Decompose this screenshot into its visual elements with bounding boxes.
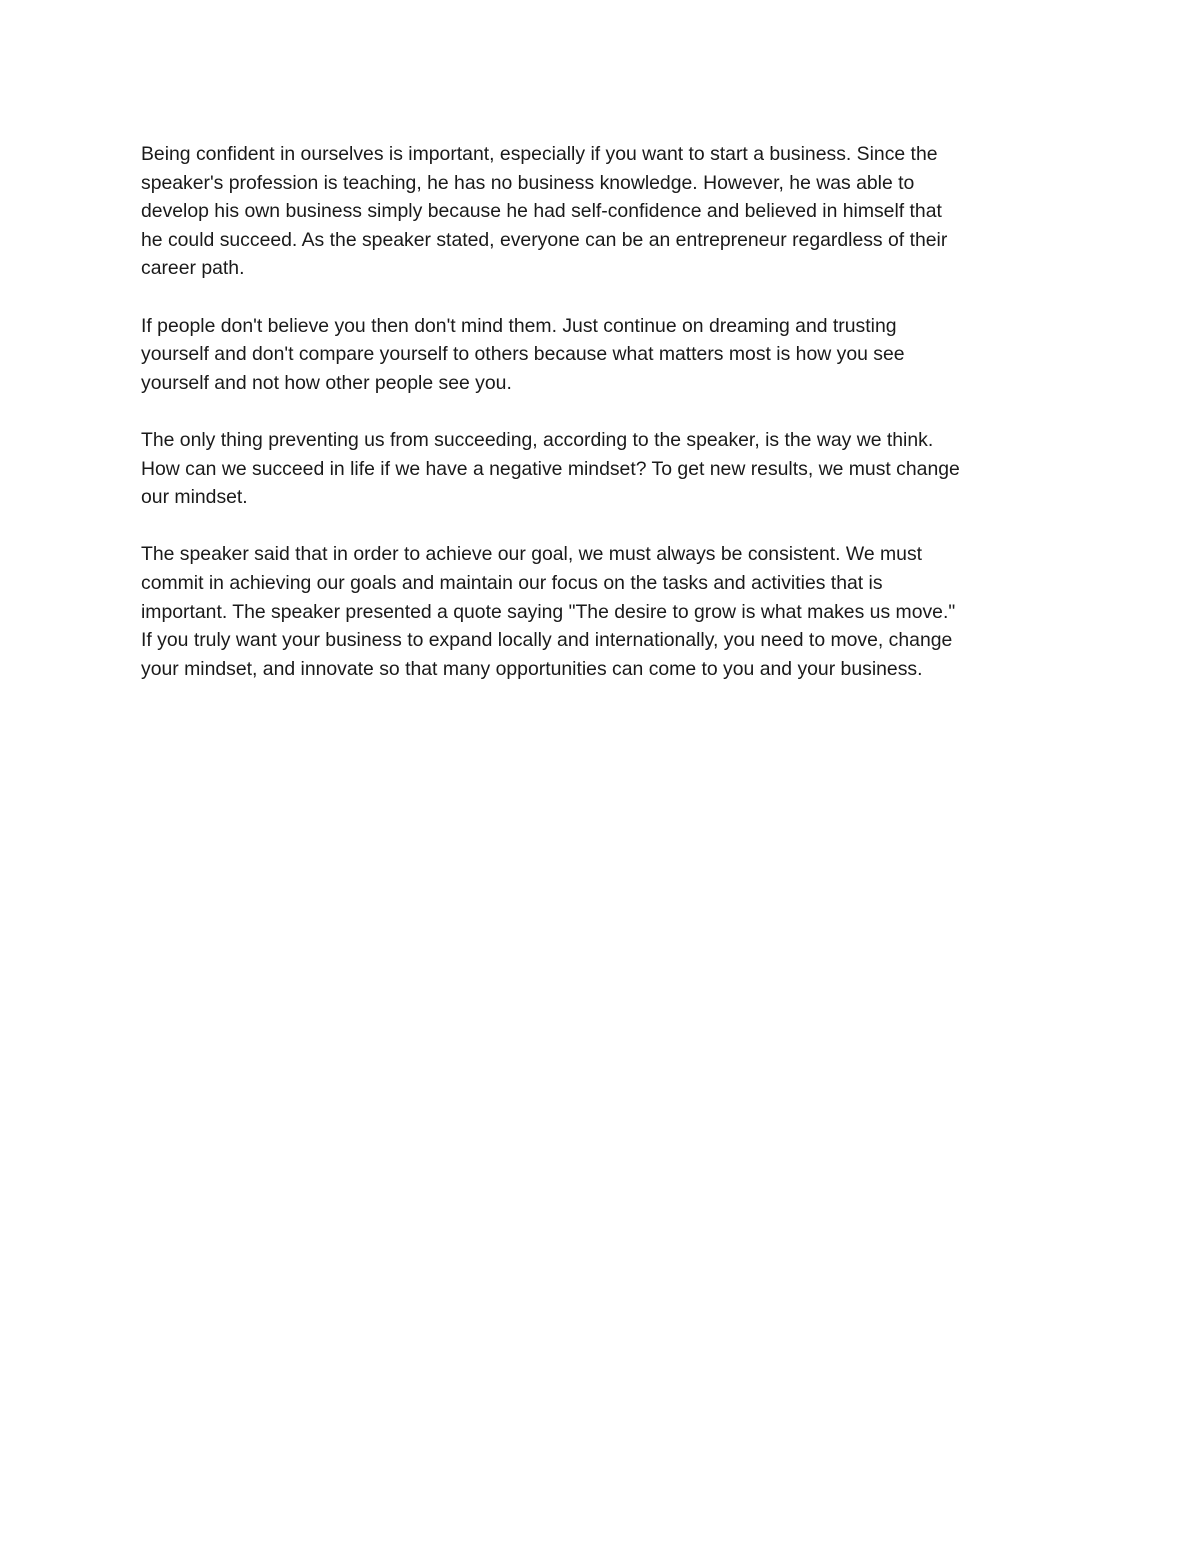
- paragraph-2: [141, 312, 1059, 398]
- text-line: Being confident in ourselves is important, especially if you want to start a business. Since the: [141, 143, 938, 165]
- document-body: [141, 140, 1059, 712]
- text-line: yourself and not how other people see you.: [141, 371, 512, 394]
- paragraph-1: [141, 140, 1059, 283]
- text-line: How can we succeed in life if we have a negative mindset? To get new results, we must change: [141, 457, 960, 480]
- paragraph-3: [141, 426, 1059, 512]
- text-line: develop his own business simply because he had self-confidence and believed in himself that: [141, 200, 942, 223]
- text-line: commit in achieving our goals and maintain our focus on the tasks and activities that is: [141, 571, 883, 594]
- text-line: If you truly want your business to expand locally and internationally, you need to move, change: [141, 629, 953, 652]
- text-line: The speaker said that in order to achieve our goal, we must always be consistent. We must: [141, 543, 923, 566]
- text-line: our mindset.: [141, 486, 248, 509]
- text-line: The only thing preventing us from succeeding, according to the speaker, is the way we think.: [141, 428, 934, 451]
- text-line: he could succeed. As the speaker stated, everyone can be an entrepreneur regardless of their: [141, 228, 948, 251]
- text-line: career path.: [141, 257, 245, 280]
- text-line: speaker's profession is teaching, he has no business knowledge. However, he was able to: [141, 171, 915, 194]
- paragraph-4: [141, 540, 1059, 683]
- text-line: important. The speaker presented a quote saying "The desire to grow is what makes us move.": [141, 600, 956, 623]
- text-line: your mindset, and innovate so that many opportunities can come to you and your business.: [141, 657, 923, 680]
- text-line: If people don't believe you then don't mind them. Just continue on dreaming and trusting: [141, 314, 897, 337]
- text-line: yourself and don't compare yourself to others because what matters most is how you see: [141, 343, 905, 366]
